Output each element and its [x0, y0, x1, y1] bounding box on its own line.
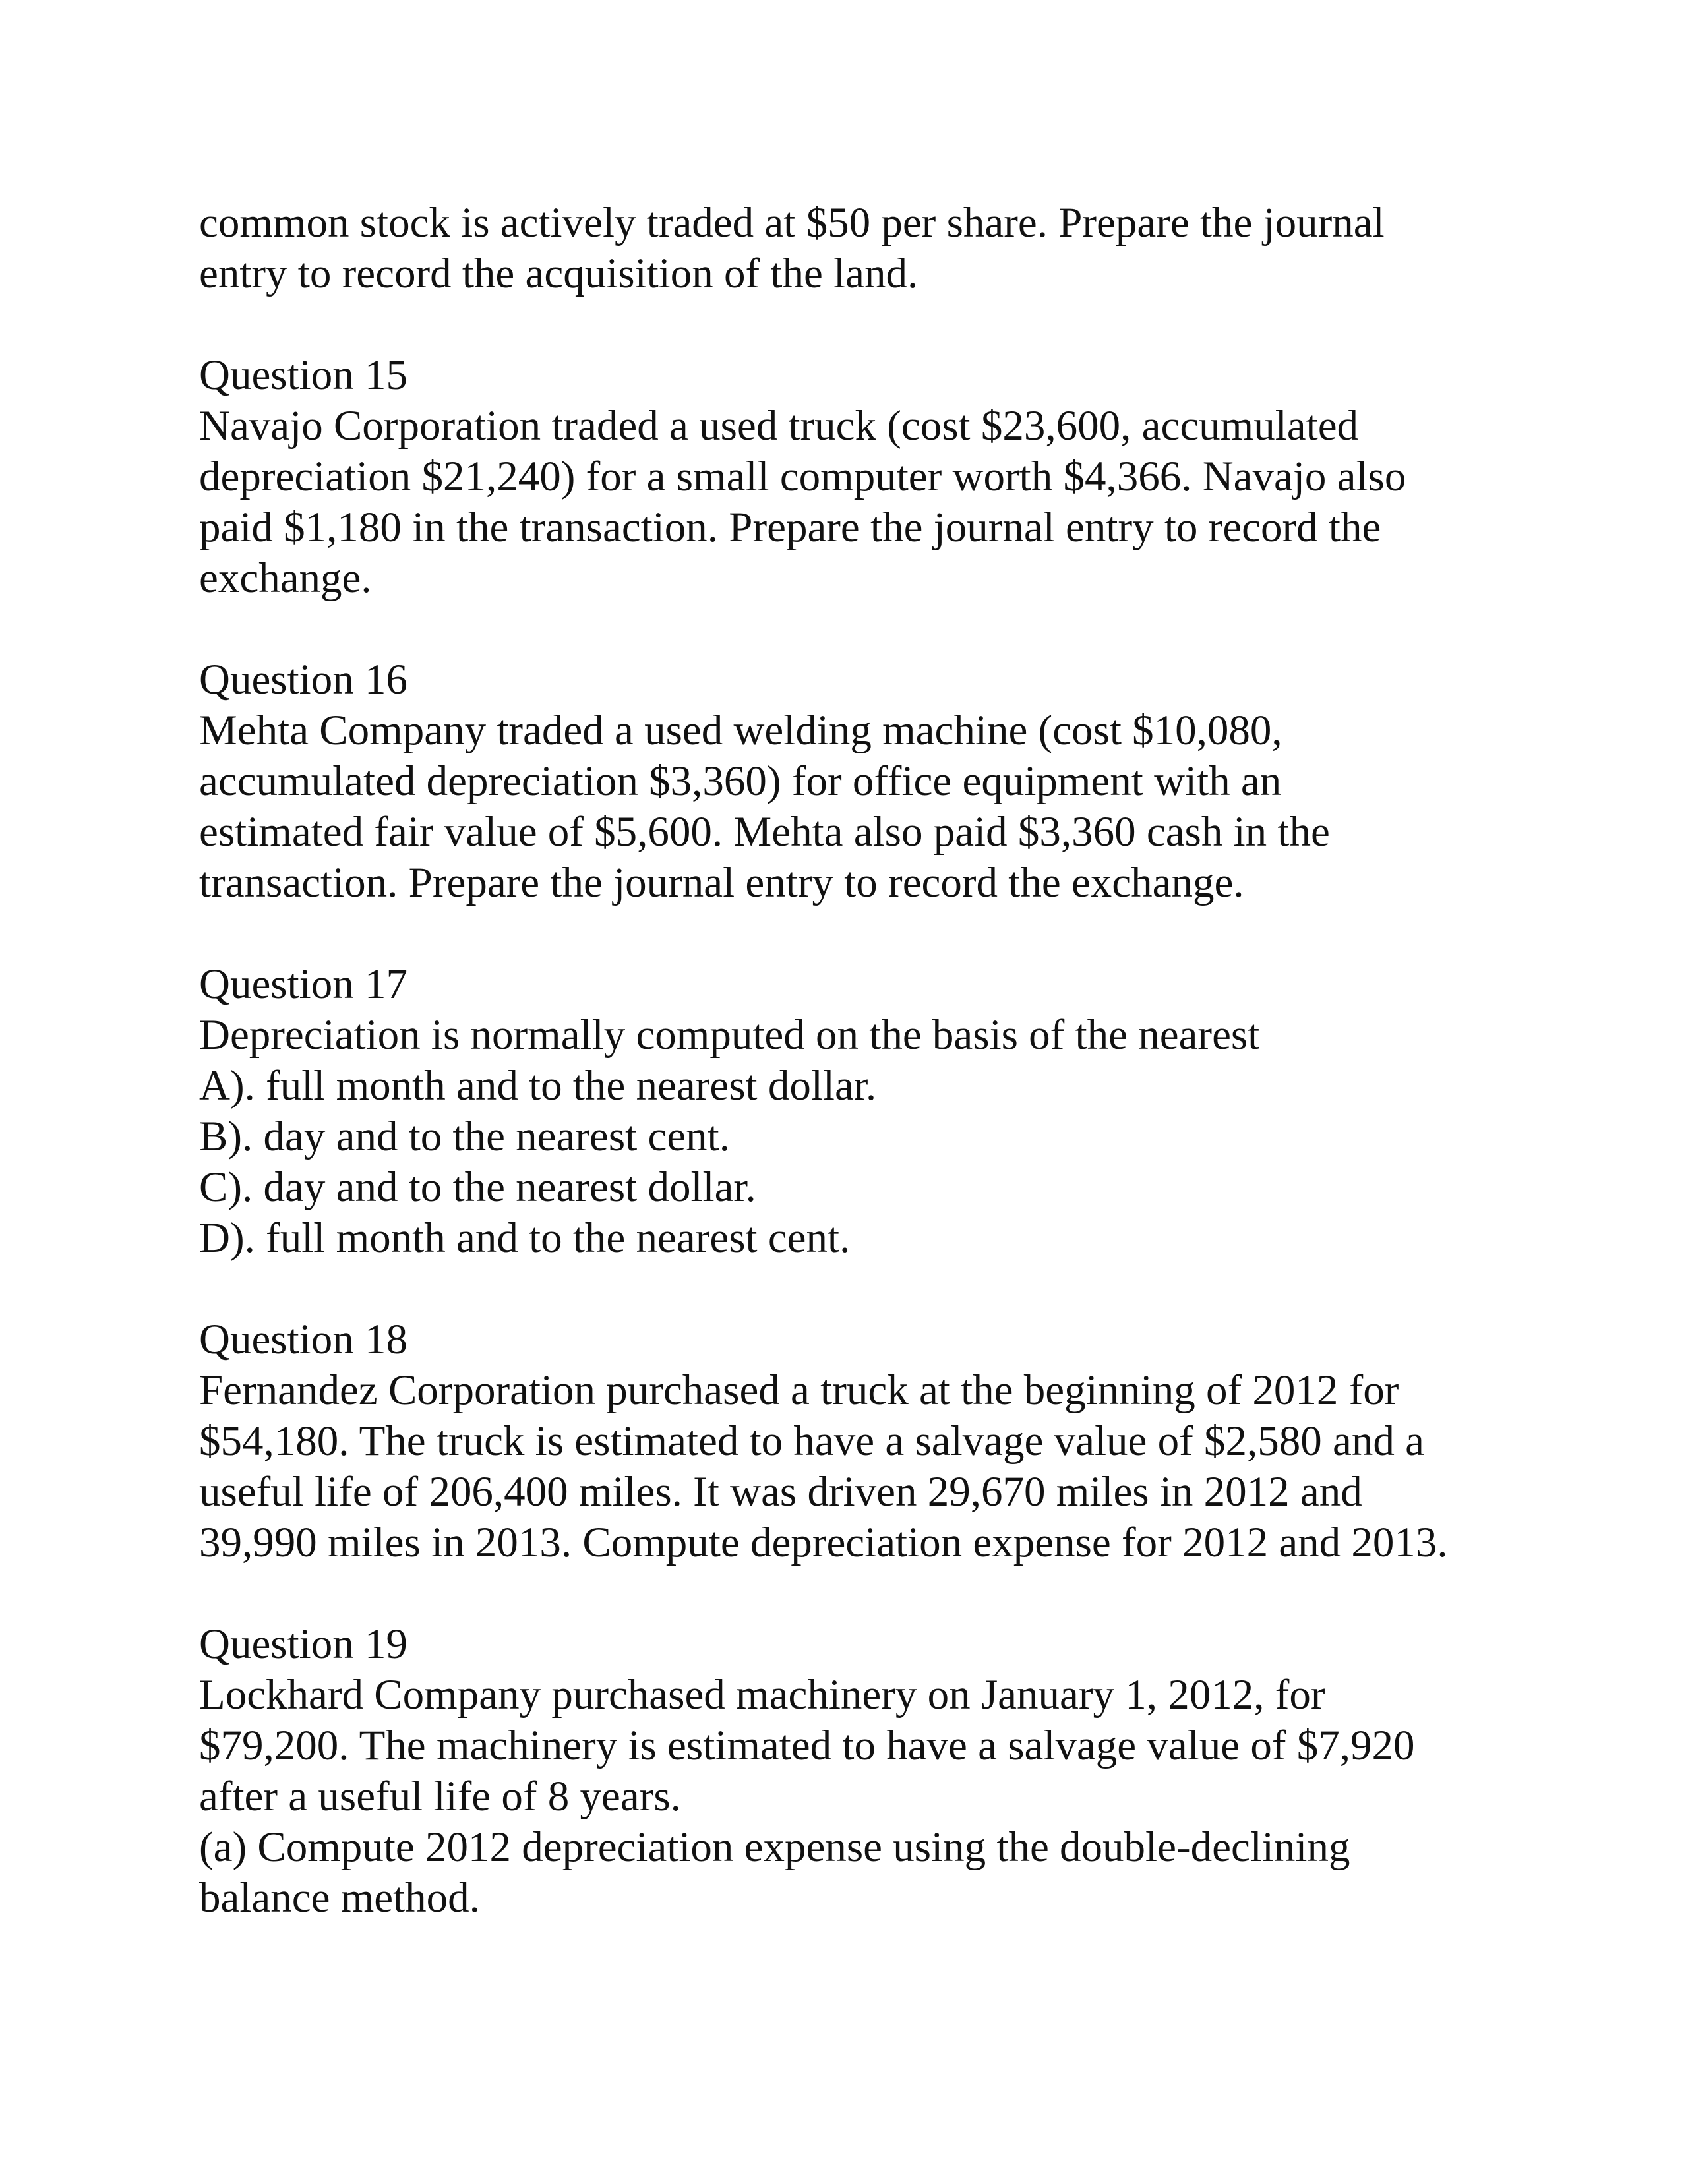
question-line: depreciation $21,240) for a small computer worth $4,366. Navajo also: [199, 453, 1406, 500]
question-line: after a useful life of 8 years.: [199, 1773, 681, 1820]
paragraph-gap: [199, 299, 1518, 350]
question-line: exchange.: [199, 554, 372, 602]
question-line: useful life of 206,400 miles. It was driven 29,670 miles in 2012 and: [199, 1468, 1362, 1516]
question-line: Mehta Company traded a used welding machine (cost $10,080,: [199, 707, 1282, 754]
question-line: 39,990 miles in 2013. Compute depreciation expense for 2012 and 2013.: [199, 1519, 1448, 1566]
question-heading: Question 15: [199, 351, 407, 399]
question-heading: Question 17: [199, 960, 407, 1008]
answer-option-b: B). day and to the nearest cent.: [199, 1113, 730, 1160]
question-19: [199, 1619, 1518, 1924]
document-content: [199, 198, 1518, 1924]
question-heading: Question 16: [199, 656, 407, 703]
intro-line: common stock is actively traded at $50 per share. Prepare the journal: [199, 199, 1385, 247]
question-17: [199, 959, 1518, 1264]
question-16: [199, 655, 1518, 908]
question-line: $54,180. The truck is estimated to have a salvage value of $2,580 and a: [199, 1417, 1424, 1465]
question-line: accumulated depreciation $3,360) for office equipment with an: [199, 757, 1282, 805]
question-line: balance method.: [199, 1874, 480, 1922]
paragraph-gap: [199, 1568, 1518, 1619]
paragraph-gap: [199, 604, 1518, 655]
intro-line: entry to record the acquisition of the land.: [199, 250, 919, 297]
question-line: estimated fair value of $5,600. Mehta also paid $3,360 cash in the: [199, 808, 1330, 856]
question-line: paid $1,180 in the transaction. Prepare the journal entry to record the: [199, 504, 1381, 551]
intro-paragraph: [199, 198, 1518, 299]
question-heading: Question 18: [199, 1316, 407, 1363]
question-line: Lockhard Company purchased machinery on January 1, 2012, for: [199, 1671, 1325, 1719]
question-line: Navajo Corporation traded a used truck (cost $23,600, accumulated: [199, 402, 1359, 450]
question-15: [199, 350, 1518, 604]
question-line: Depreciation is normally computed on the basis of the nearest: [199, 1011, 1260, 1059]
question-18: [199, 1314, 1518, 1568]
paragraph-gap: [199, 1264, 1518, 1314]
answer-option-a: A). full month and to the nearest dollar.: [199, 1062, 877, 1109]
answer-option-c: C). day and to the nearest dollar.: [199, 1164, 756, 1211]
answer-option-d: D). full month and to the nearest cent.: [199, 1214, 851, 1262]
question-line: (a) Compute 2012 depreciation expense using the double-declining: [199, 1823, 1350, 1871]
question-line: transaction. Prepare the journal entry to record the exchange.: [199, 859, 1244, 906]
question-line: Fernandez Corporation purchased a truck at the beginning of 2012 for: [199, 1367, 1399, 1414]
paragraph-gap: [199, 908, 1518, 959]
question-line: $79,200. The machinery is estimated to have a salvage value of $7,920: [199, 1722, 1415, 1769]
question-heading: Question 19: [199, 1620, 407, 1668]
